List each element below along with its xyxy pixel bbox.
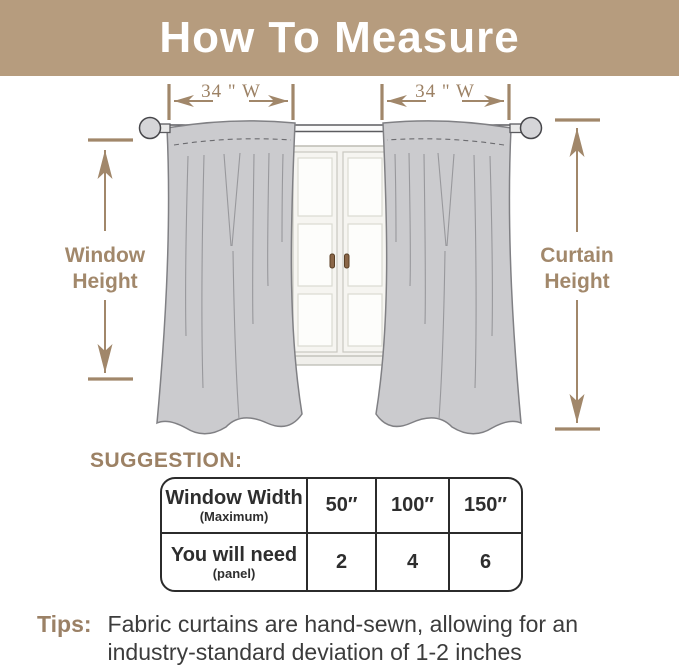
cell-value: 2 (335, 550, 348, 573)
width-arrow-left (169, 81, 293, 120)
tips-line-2: industry-standard deviation of 1-2 inches (107, 639, 522, 665)
table-cell (450, 534, 521, 590)
table-cell (377, 534, 450, 590)
window-height-label-line1: Window (64, 244, 146, 267)
row-subtitle: (panel) (212, 565, 256, 581)
curtain-height-label-line2: Height (544, 270, 610, 293)
panel-suggestion-table (160, 477, 523, 592)
curtain-panel-left (157, 121, 302, 434)
window-pane (348, 224, 382, 286)
cell-value: 4 (406, 550, 419, 573)
row-title: Window Width (165, 487, 303, 509)
header-banner (0, 0, 679, 76)
window-pane (348, 294, 382, 346)
table-cell (308, 479, 377, 534)
suggestion-label: SUGGESTION: (90, 449, 243, 472)
width-arrow-right (382, 81, 509, 120)
row-title: You will need (170, 543, 298, 566)
width-label-right: 34 " W (415, 81, 475, 102)
curtain-right-body (376, 121, 521, 434)
table-row-header (162, 479, 308, 534)
width-label-left: 34 " W (201, 81, 261, 102)
tips-label: Tips: (37, 611, 92, 637)
curtain-left-body (157, 121, 302, 434)
table-cell (308, 534, 377, 590)
cell-value: 6 (479, 550, 492, 573)
window-pane (298, 224, 332, 286)
curtain-height-label-line1: Curtain (540, 244, 614, 267)
row-subtitle: (Maximum) (199, 509, 269, 524)
page-title: How To Measure (159, 13, 520, 62)
window-height-arrow (65, 140, 146, 379)
window-sill (281, 356, 399, 365)
curtain-panel-right (376, 121, 521, 434)
tips-section (37, 610, 578, 666)
window-handle-right (345, 254, 350, 268)
table-cell (450, 479, 521, 534)
window-handle-left (330, 254, 335, 268)
rod-finial-left (140, 118, 171, 139)
measure-diagram (0, 76, 679, 447)
cell-value: 150″ (464, 494, 507, 516)
window-pane (298, 294, 332, 346)
curtain-height-arrow (540, 120, 614, 429)
window-pane (348, 158, 382, 216)
window-height-label-line2: Height (72, 270, 138, 293)
cell-value: 100″ (391, 494, 434, 516)
rod-finial-right (510, 118, 542, 139)
tips-line-1: Fabric curtains are hand-sewn, allowing for an (107, 611, 578, 637)
tips-body (108, 610, 578, 666)
window-pane (298, 158, 332, 216)
table-row-header (162, 534, 308, 590)
cell-value: 50″ (325, 494, 358, 516)
window-illustration (281, 146, 399, 365)
table-cell (377, 479, 450, 534)
